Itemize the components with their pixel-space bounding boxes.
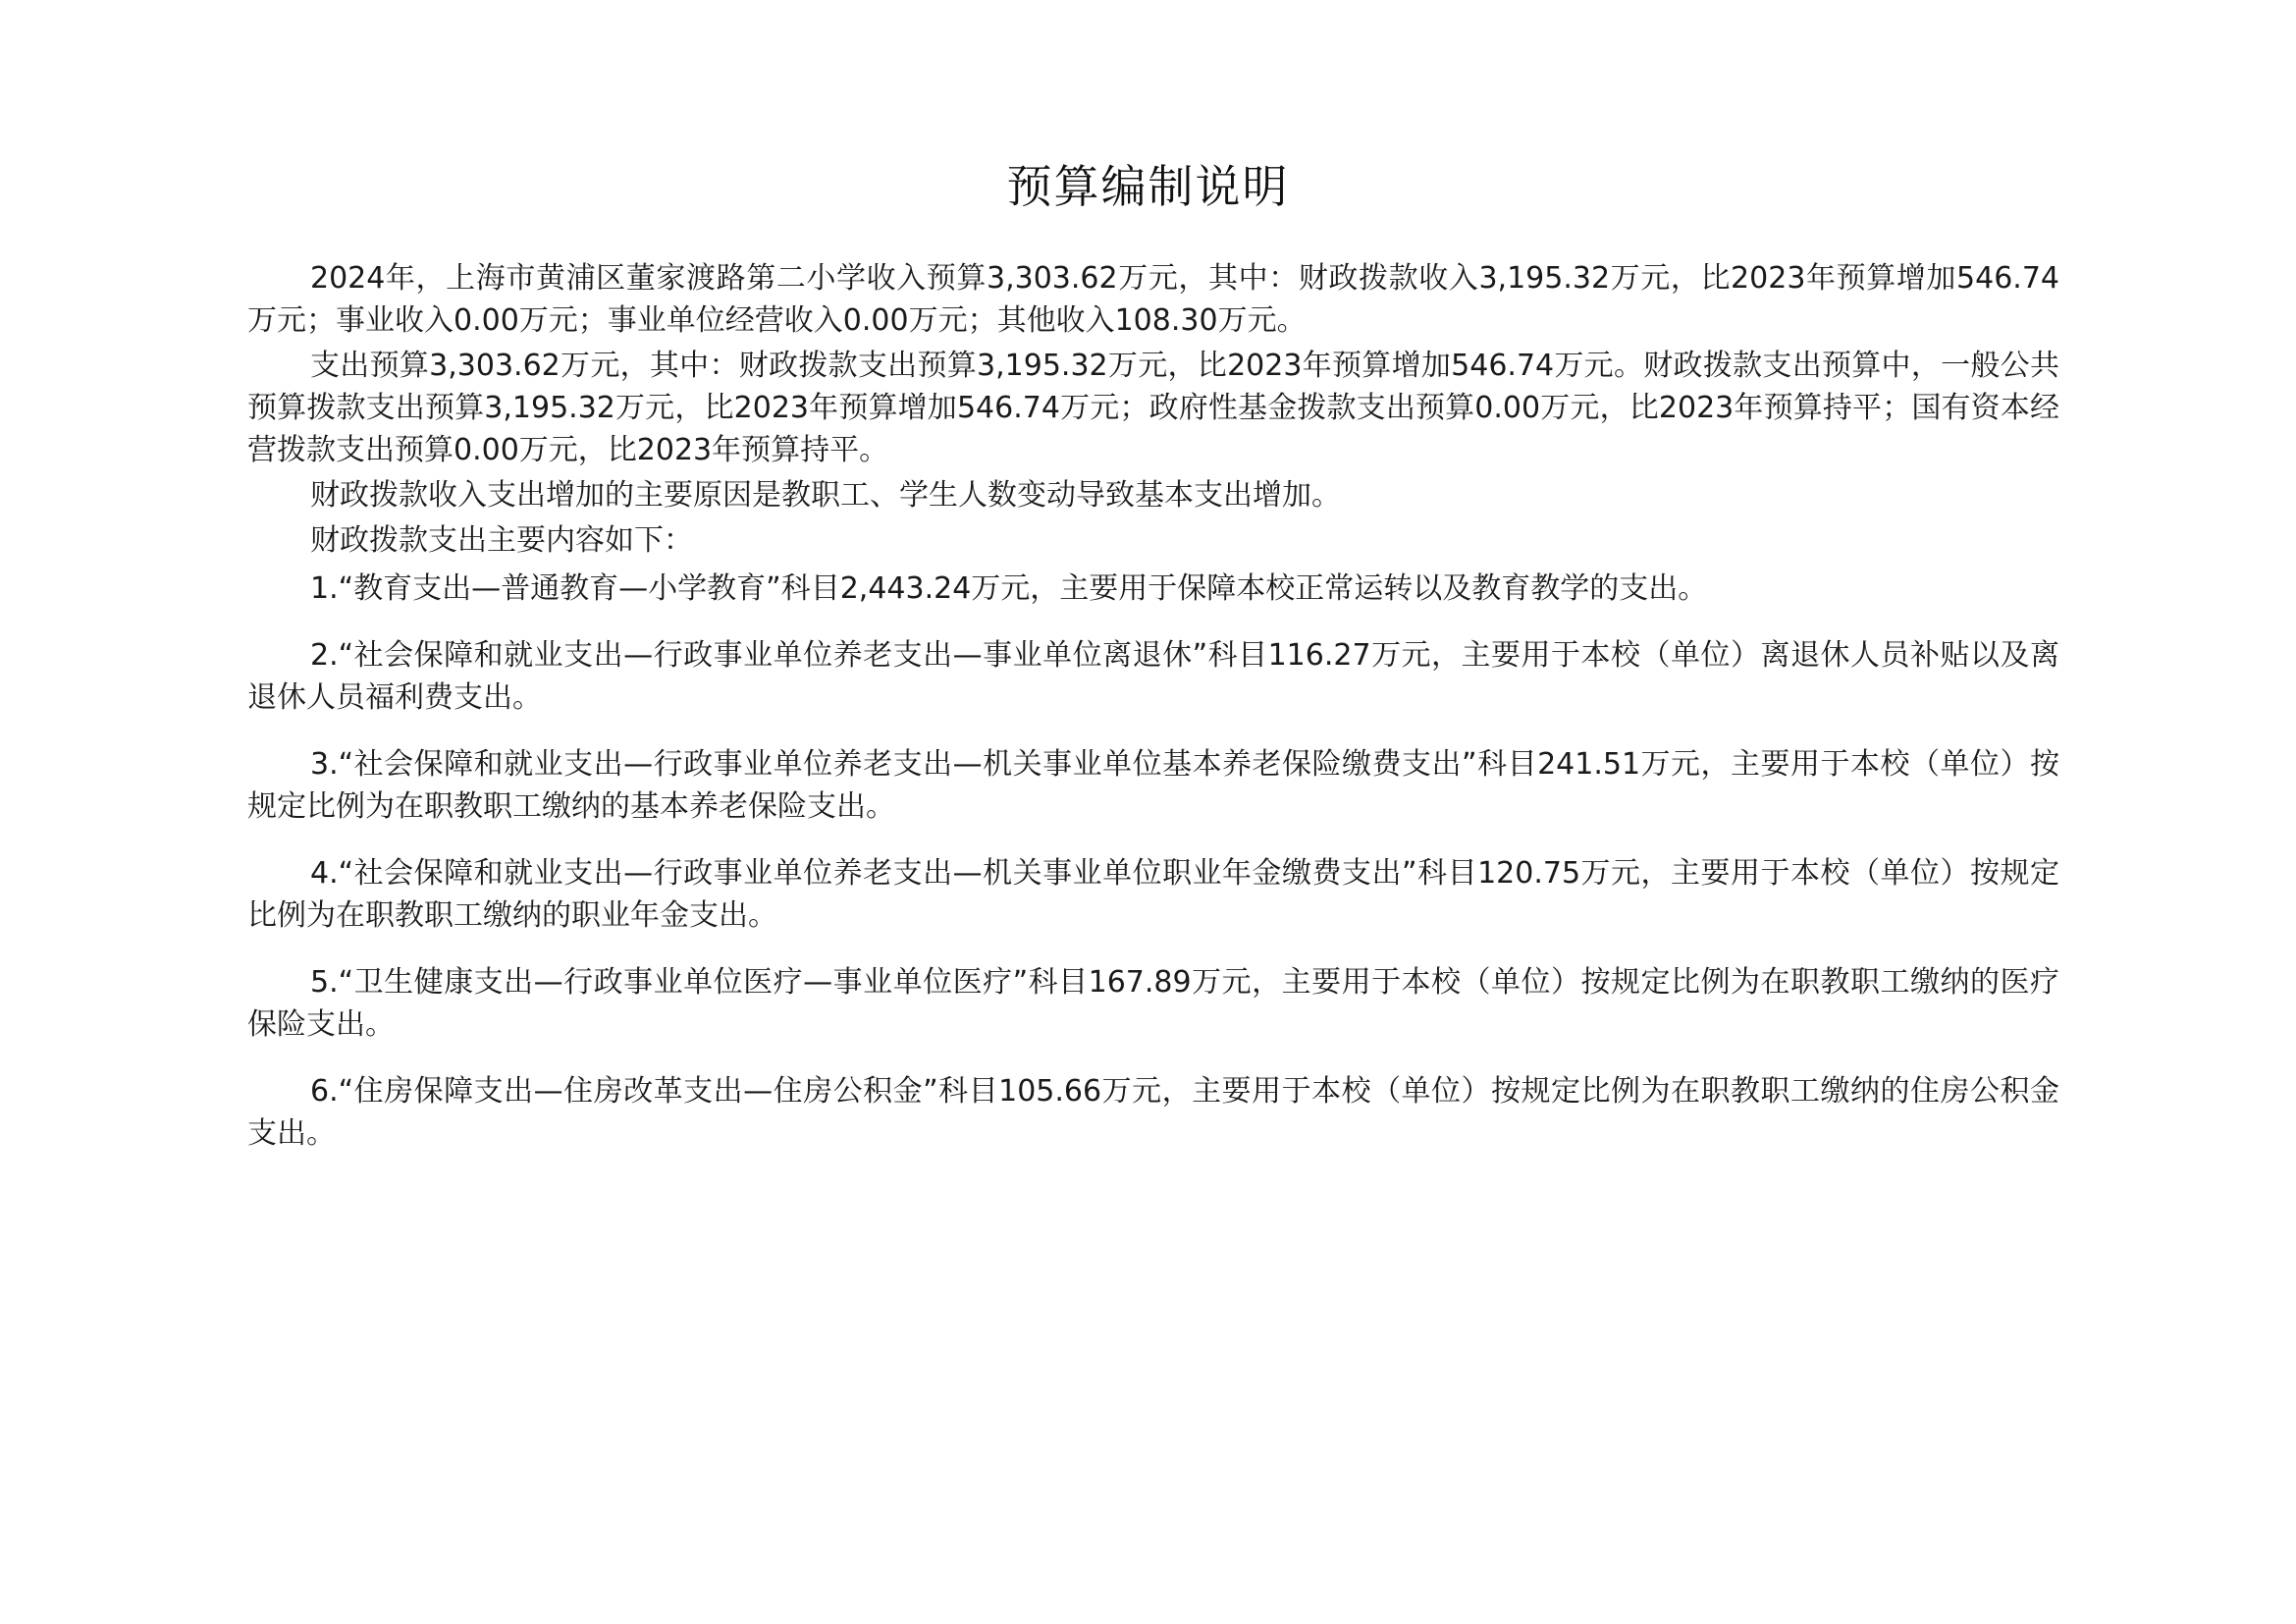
list-item: 4.“社会保障和就业支出—行政事业单位养老支出—机关事业单位职业年金缴费支出”科目120.75万元，主要用于本校（单位）按规定比例为在职教职工缴纳的职业年金支出。	[247, 856, 2059, 933]
document-body	[247, 257, 2059, 1179]
document-title: 预算编制说明	[1006, 160, 1290, 213]
list-item: 1.“教育支出—普通教育—小学教育”科目2,443.24万元，主要用于保障本校正常运转以及教育教学的支出。	[310, 571, 1708, 606]
list-item: 3.“社会保障和就业支出—行政事业单位养老支出—机关事业单位基本养老保险缴费支出”科目241.51万元，主要用于本校（单位）按规定比例为在职教职工缴纳的基本养老保险支出。	[247, 747, 2059, 824]
paragraph-expenditure: 支出预算3,303.62万元，其中：财政拨款支出预算3,195.32万元，比2023年预算增加546.74万元。财政拨款支出预算中，一般公共预算拨款支出预算3,195.32万元，比2023年预算增加546.74万元；政府性基金拨款支出预算0.00万元，比2023年预算持平；国有资本经营拨款支出预算0.00万元，比2023年预算持平。	[247, 349, 2059, 467]
list-item: 5.“卫生健康支出—行政事业单位医疗—事业单位医疗”科目167.89万元，主要用于本校（单位）按规定比例为在职教职工缴纳的医疗保险支出。	[247, 965, 2059, 1042]
paragraph-income: 2024年，上海市黄浦区董家渡路第二小学收入预算3,303.62万元，其中：财政拨款收入3,195.32万元，比2023年预算增加546.74万元；事业收入0.00万元；事业单位经营收入0.00万元；其他收入108.30万元。	[247, 261, 2059, 338]
paragraph-content-intro: 财政拨款支出主要内容如下：	[310, 523, 693, 558]
list-item: 6.“住房保障支出—住房改革支出—住房公积金”科目105.66万元，主要用于本校（单位）按规定比例为在职教职工缴纳的住房公积金支出。	[247, 1074, 2059, 1151]
paragraph-reason: 财政拨款收入支出增加的主要原因是教职工、学生人数变动导致基本支出增加。	[310, 478, 1341, 513]
list-item: 2.“社会保障和就业支出—行政事业单位养老支出—事业单位离退休”科目116.27万元，主要用于本校（单位）离退休人员补贴以及离退休人员福利费支出。	[247, 638, 2059, 715]
